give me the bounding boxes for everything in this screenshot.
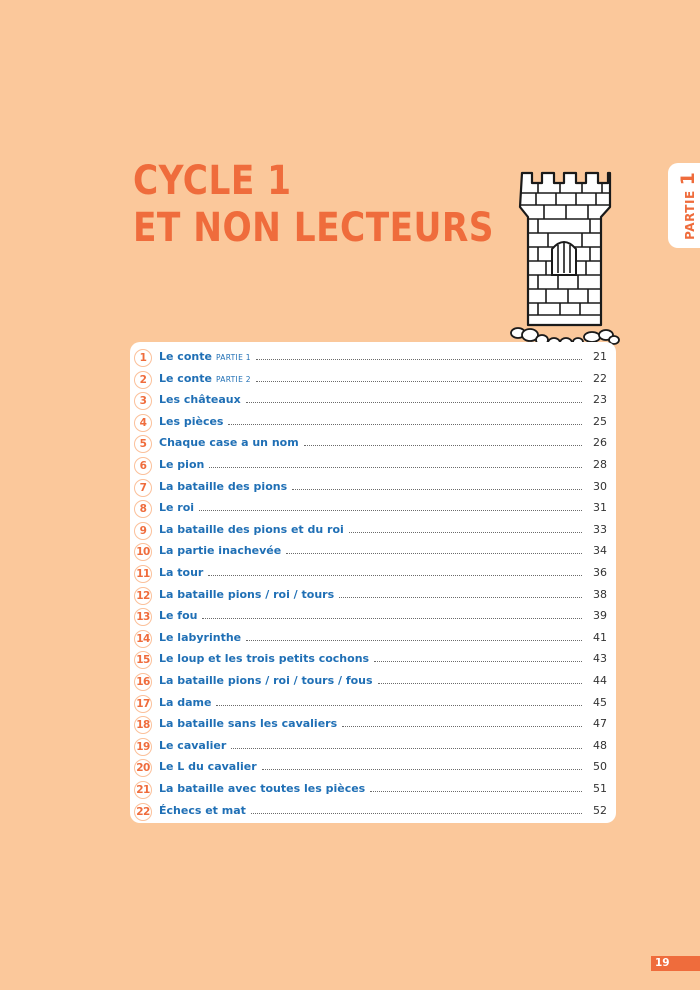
part-side-tab-label	[677, 172, 699, 240]
toc-entry-page: 44	[593, 674, 607, 687]
toc-entry-number-badge: 14	[134, 630, 152, 648]
chapter-title	[133, 158, 494, 252]
toc-dot-leader	[262, 769, 582, 770]
toc-entry-page: 39	[593, 609, 607, 623]
toc-entry[interactable]	[130, 736, 616, 757]
toc-dot-leader	[209, 467, 582, 468]
toc-entry-title: La bataille des pions	[159, 479, 288, 493]
toc-entry[interactable]	[130, 649, 616, 670]
toc-dot-leader	[286, 553, 582, 554]
toc-entry-title: Le fou	[159, 609, 198, 623]
toc-dot-leader	[199, 510, 582, 511]
toc-entry[interactable]	[130, 606, 616, 627]
toc-entry[interactable]	[130, 757, 616, 778]
toc-entry-label	[159, 480, 586, 493]
toc-entry-label	[159, 415, 586, 428]
toc-entry[interactable]	[130, 541, 616, 562]
toc-entry-title: Le labyrinthe	[159, 630, 242, 644]
toc-entry[interactable]	[130, 347, 616, 368]
toc-entry-page: 52	[593, 803, 607, 817]
part-word: PARTIE	[683, 190, 697, 240]
toc-dot-leader	[349, 532, 582, 533]
toc-entry-label	[159, 501, 586, 514]
toc-entry-page: 21	[593, 350, 607, 363]
toc-dot-leader	[231, 748, 582, 749]
toc-dot-leader	[202, 618, 582, 619]
toc-entry[interactable]	[130, 563, 616, 584]
toc-entry-page: 45	[593, 695, 607, 709]
chapter-title-line-1: CYCLE 1	[133, 158, 292, 204]
toc-entry[interactable]	[130, 520, 616, 541]
part-number: 1	[677, 172, 699, 186]
toc-dot-leader	[378, 683, 582, 684]
toc-entry-number-badge: 20	[134, 759, 152, 777]
toc-entry-number-badge: 19	[134, 738, 152, 756]
toc-entry-label	[159, 739, 586, 752]
toc-entry-page: 38	[593, 587, 607, 601]
toc-entry-page: 26	[593, 436, 607, 450]
toc-entry-number-badge: 1	[134, 349, 152, 367]
toc-dot-leader	[256, 381, 582, 382]
toc-entry-title: Le L du cavalier	[159, 760, 257, 774]
toc-entry-page: 50	[593, 760, 607, 774]
toc-entry[interactable]	[130, 498, 616, 519]
toc-entry-number-badge: 10	[134, 543, 152, 561]
toc-entry-number-badge: 22	[134, 803, 152, 821]
toc-entry[interactable]	[130, 671, 616, 692]
toc-entry-number-badge: 3	[134, 392, 152, 410]
toc-dot-leader	[246, 640, 582, 641]
toc-entry-label	[159, 458, 586, 471]
toc-entry-number-badge: 4	[134, 414, 152, 432]
toc-entry-title: La bataille sans les cavaliers	[159, 717, 338, 731]
page-number: 19	[651, 956, 700, 971]
toc-entry-label	[159, 566, 586, 579]
toc-entry[interactable]	[130, 779, 616, 800]
toc-entry-label	[159, 544, 586, 557]
table-of-contents	[130, 342, 616, 823]
toc-dot-leader	[370, 791, 582, 792]
toc-entry-number-badge: 6	[134, 457, 152, 475]
toc-dot-leader	[251, 813, 582, 814]
toc-dot-leader	[304, 445, 582, 446]
toc-entry-label	[159, 350, 586, 363]
toc-entry-label	[159, 696, 586, 709]
toc-entry-number-badge: 9	[134, 522, 152, 540]
toc-entry-label	[159, 588, 586, 601]
toc-entry-title: La dame	[159, 695, 212, 709]
toc-entry-title: La bataille pions / roi / tours	[159, 587, 335, 601]
toc-entry[interactable]	[130, 477, 616, 498]
toc-entry-number-badge: 11	[134, 565, 152, 583]
toc-entry-title: La partie inachevée	[159, 544, 282, 558]
toc-dot-leader	[339, 597, 582, 598]
toc-entry-page: 22	[593, 371, 607, 385]
toc-entry-label	[159, 609, 586, 622]
toc-entry[interactable]	[130, 714, 616, 735]
toc-entry-title: Chaque case a un nom	[159, 436, 299, 450]
toc-entry-label	[159, 631, 586, 644]
toc-dot-leader	[342, 726, 582, 727]
toc-entry[interactable]	[130, 801, 616, 822]
toc-entry[interactable]	[130, 433, 616, 454]
toc-entry-page: 30	[593, 479, 607, 493]
toc-entry-page: 36	[593, 566, 607, 579]
chapter-title-line-2: ET NON LECTEURS	[133, 205, 495, 251]
toc-entry-label	[159, 804, 586, 817]
toc-entry-title: Le conte	[159, 350, 212, 363]
toc-entry-title: Le roi	[159, 501, 195, 515]
toc-entry-title: Les pièces	[159, 414, 224, 428]
toc-dot-leader	[208, 575, 582, 576]
toc-entry-title: Le conte	[159, 371, 212, 385]
toc-dot-leader	[256, 359, 582, 360]
toc-entry-number-badge: 15	[134, 651, 152, 669]
toc-entry-page: 48	[593, 738, 607, 752]
toc-entry-title: La bataille avec toutes les pièces	[159, 782, 366, 795]
toc-entry-number-badge: 7	[134, 479, 152, 497]
toc-entry-number-badge: 18	[134, 716, 152, 734]
toc-dot-leader	[228, 424, 582, 425]
toc-entry-label	[159, 393, 586, 406]
toc-entry-title: La bataille des pions et du roi	[159, 522, 344, 536]
toc-entry-label	[159, 760, 586, 773]
toc-entry[interactable]	[130, 390, 616, 411]
toc-entry-page: 51	[593, 782, 607, 795]
toc-dot-leader	[374, 661, 582, 662]
toc-entry[interactable]	[130, 369, 616, 390]
toc-entry-page: 43	[593, 652, 607, 666]
toc-entry-page: 25	[593, 414, 607, 428]
castle-tower-icon	[508, 165, 623, 351]
toc-entry[interactable]	[130, 585, 616, 606]
toc-entry-title: Échecs et mat	[159, 803, 246, 817]
toc-entry-page: 34	[593, 544, 607, 558]
toc-entry-page: 47	[593, 717, 607, 731]
toc-entry-label	[159, 523, 586, 536]
toc-entry-label	[159, 782, 586, 795]
toc-entry[interactable]	[130, 693, 616, 714]
toc-entry-part-tag: PARTIE 2	[215, 374, 251, 384]
toc-entry-part-tag: PARTIE 1	[215, 353, 251, 362]
toc-dot-leader	[292, 489, 582, 490]
toc-entry[interactable]	[130, 455, 616, 476]
toc-entry-label	[159, 436, 586, 449]
toc-entry-label	[159, 717, 586, 730]
toc-entry-title: Le cavalier	[159, 738, 227, 752]
toc-entry-number-badge: 21	[134, 781, 152, 799]
toc-entry-label	[159, 372, 586, 385]
toc-dot-leader	[246, 402, 582, 403]
toc-entry-label	[159, 652, 586, 665]
toc-entry-number-badge: 5	[134, 435, 152, 453]
toc-entry-label	[159, 674, 586, 687]
toc-entry-page: 33	[593, 522, 607, 536]
toc-entry-page: 28	[593, 458, 607, 471]
toc-entry[interactable]	[130, 412, 616, 433]
toc-entry-title: Le loup et les trois petits cochons	[159, 652, 370, 666]
toc-entry-page: 41	[593, 630, 607, 644]
toc-entry-number-badge: 13	[134, 608, 152, 626]
toc-entry-page: 23	[593, 393, 607, 407]
toc-entry-title: La tour	[159, 566, 204, 579]
toc-entry-number-badge: 12	[134, 587, 152, 605]
toc-entry-number-badge: 17	[134, 695, 152, 713]
toc-entry-number-badge: 8	[134, 500, 152, 518]
toc-entry-number-badge: 2	[134, 371, 152, 389]
toc-entry[interactable]	[130, 628, 616, 649]
toc-entry-title: Les châteaux	[159, 393, 241, 407]
toc-entry-number-badge: 16	[134, 673, 152, 691]
toc-entry-title: Le pion	[159, 458, 205, 471]
toc-entry-title: La bataille pions / roi / tours / fous	[159, 674, 373, 687]
toc-dot-leader	[216, 705, 582, 706]
toc-entry-page: 31	[593, 501, 607, 515]
